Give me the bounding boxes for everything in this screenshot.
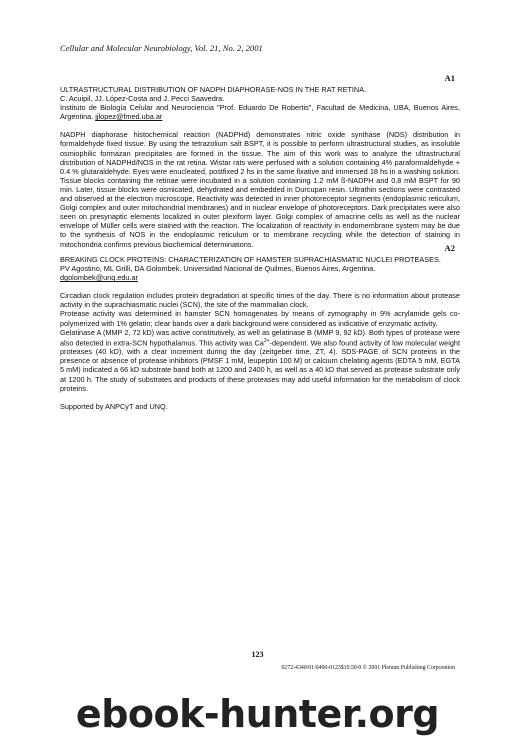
abstract-a2-paragraph-1: Circadian clock regulation includes protein degradation at specific times of the day. There is no information about protease activity in the suprachiasmatic nuclei (SCN), the site of the mammalian clock. xyxy=(60,291,460,310)
abstract-a2-title: BREAKING CLOCK PROTEINS: CHARACTERIZATION OF HAMSTER SUPRACHIASMATIC NUCLEI PROTEASES. xyxy=(60,255,441,264)
abstract-a2-authors: PV Agostino, ML Grilli, DA Golombek. Universidad Nacional de Quilmes, Buenos Aires, Argentina. xyxy=(60,264,376,274)
abstract-a1-body: NADPH diaphorase histochemical reaction (NADPHd) demonstrates nitric oxide synthase (NOS) distribution in formaldehyde fixed tissue. By using the tetrazolium salt BSPT, it is possible to perform ultrastructural studies, as insoluble osmiophilic formazan precipitates are formed in the tissue. The aim of this work was to analyze the ultrastructural distribution of NADPHd/NOS in the rat retina. Wistar rats were perfused with a solution containing 4% paraformaldehyde + 0.4 % glutaraldehyde. Eyes were enucleated, postfixed 2 hs in the same fixative and immersed 18 hs in a washing solution. Tissue blocks containing the retinae were incubated in a solution containing 1.2 mM ß-NADPH and 0.8 mM BSPT for 90 min. Later, tissue blocks were osmicated, dehydrated and embedded in Durcupan resin. Ultrathin sections were contrasted and observed at the electron microscope. Reactivity was detected in inner photoreceptor segments (endoplasmic reticulum, Golgi complex and outer mitochondrial membranes) and in nuclear envelope of photoreceptors. Dark precipitates were also seen on presynaptic elements localized in outer plexiform layer. Golgi complex of amacrine cells as well as the nuclear envelope of Müller cells were stained with the reaction. The localization of reactivity in endomembrane system may be due to the synthesis of NOS in the endoplasmic reticulum or to membrane recycling while the detection of staining in mitochondria confirms previous biochemical determinations. xyxy=(60,130,460,249)
abstract-a2-email-line xyxy=(60,273,460,282)
abstract-label-a2: A2 xyxy=(444,243,455,253)
abstract-a2 xyxy=(60,255,460,411)
abstract-a2-paragraph-3b: -dependent. We also found activity of low molecular weight proteases (40 kD), with a clear increment during the day (zeitgeber time, ZT, 4). SDS-PAGE of SCN proteins in the presence or absence of protease inhibitors (PMSF 1 mM, leupeptin 100 M) or calcium chelating agents (EDTA 5 mM, EGTA 5 mM) indicated a 66 kD substrate band both at 1200 and 2400 h, as well as a 40 kD that served as protease substrate only at 1200 h. The study of substrates and products of these proteases may add useful information for the metabolism of clock proteins. xyxy=(60,338,460,393)
watermark-banner xyxy=(0,686,515,742)
abstract-a1-email-link[interactable]: jjlopez@fmed.uba.ar xyxy=(95,112,163,122)
abstract-a2-paragraph-3a: Gelatinase A (MMP 2, 72 kD) was active constitutively, as well as gelatinase B (MMP 9, 92 kD). Both types of protease were also detected in extra-SCN hypothalamus. This activity was Ca xyxy=(60,327,460,348)
abstract-a2-paragraph-2: Protease activity was determined in hamster SCN homogenates by means of zymography in 9% acrylamide gels co-polymerized with 1% gelatin; clear bands over a dark background were considered as indicative of enzymatic activity. xyxy=(60,309,460,328)
journal-header: Cellular and Molecular Neurobiology, Vol. 21, No. 2, 2001 xyxy=(60,43,263,53)
abstract-a1 xyxy=(60,85,460,249)
abstract-a2-support: Supported by ANPCyT and UNQ. xyxy=(60,401,168,411)
copyright-line: 0272-4340/01/0400-0123$19.50/0 © 2001 Plenum Publishing Corporation xyxy=(281,665,455,671)
abstract-a1-affiliation-text: Instituto de Biología Celular and Neurociencia "Prof. Eduardo De Robertis", Facultad de Medicina, UBA, Buenos Aires, Argentina. xyxy=(60,103,460,122)
watermark-text: ebook-hunter.org xyxy=(75,692,440,736)
abstract-a1-affiliation xyxy=(60,103,460,121)
abstract-a1-title: ULTRASTRUCTURAL DISTRIBUTION OF NADPH DIAPHORASE-NOS IN THE RAT RETINA. xyxy=(60,85,367,94)
abstract-label-a1: A1 xyxy=(444,73,455,83)
page-number: 123 xyxy=(251,650,264,659)
calcium-charge-superscript: 2+ xyxy=(263,337,270,344)
abstract-a1-authors: C. Acuipil, JJ. López-Costa and J. Pecci Saavedra. xyxy=(60,94,225,104)
abstract-a2-paragraph-3 xyxy=(60,328,460,393)
abstract-a2-email-link[interactable]: dgolombek@unq.edu.ar xyxy=(60,273,138,283)
